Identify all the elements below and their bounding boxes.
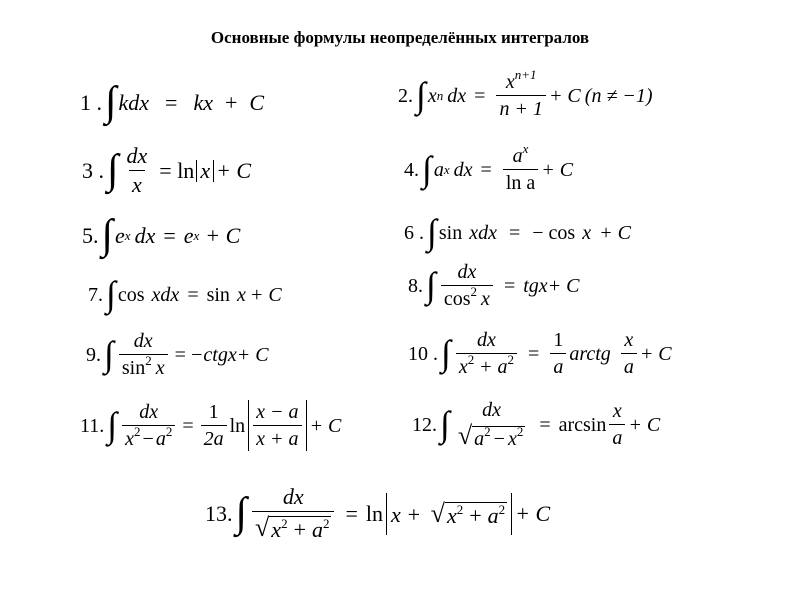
- differential: dx: [134, 223, 156, 248]
- abs-leading-term: x +: [391, 501, 422, 527]
- argument-denominator: a: [621, 353, 637, 377]
- function-name: sin: [438, 222, 463, 244]
- result: −ctgx: [189, 343, 237, 366]
- root-term-a: x: [446, 502, 457, 528]
- formula-number: 2.: [398, 84, 413, 107]
- constant: C: [249, 90, 265, 115]
- formula-number: 10 .: [408, 342, 438, 365]
- numerator: dx: [477, 329, 496, 351]
- den-term-a: x: [271, 517, 282, 542]
- function-name: arctg: [569, 342, 611, 365]
- formula-number: 3 .: [82, 157, 104, 183]
- tail: + C: [599, 222, 631, 244]
- root-operator: +: [469, 502, 482, 528]
- den-term-a-exp: 2: [467, 352, 475, 367]
- den-operator: −: [142, 428, 154, 450]
- absolute-value: [248, 400, 306, 451]
- equals-sign: =: [503, 274, 516, 297]
- integral-sign: ∫: [106, 274, 116, 314]
- formula-11: [80, 400, 341, 451]
- numerator: dx: [282, 484, 304, 509]
- formula-number: 9.: [86, 343, 101, 366]
- result-function: − cos: [532, 222, 576, 244]
- fraction: [252, 486, 334, 541]
- sqrt-icon: √: [457, 421, 473, 450]
- tail: + C: [639, 342, 672, 365]
- formula-12: [412, 400, 660, 449]
- root-term-b-exp: 2: [498, 501, 506, 517]
- equals-sign: =: [182, 414, 194, 437]
- formula-number: 13.: [205, 500, 233, 526]
- equals-sign: =: [474, 84, 486, 107]
- absolute-value: [386, 493, 512, 535]
- equals-sign: =: [528, 342, 540, 365]
- denominator: ln a: [503, 169, 538, 193]
- denominator-function: sin: [121, 357, 146, 379]
- numerator-exponent: x: [522, 141, 529, 156]
- formula-6: [404, 212, 631, 252]
- absolute-value: x: [196, 160, 214, 182]
- denominator-function: cos: [443, 288, 471, 310]
- coefficient-fraction: [201, 402, 227, 449]
- formula-number: 4.: [404, 158, 419, 181]
- result: kx: [193, 90, 213, 115]
- numerator: dx: [139, 401, 159, 423]
- integral-sign: ∫: [416, 74, 426, 115]
- coefficient-fraction: [550, 330, 566, 377]
- formula-7: [88, 274, 282, 314]
- coefficient-denominator: a: [550, 353, 566, 377]
- integrand: kdx: [118, 90, 150, 115]
- square-root: [458, 423, 525, 449]
- integral-sign: ∫: [235, 489, 248, 536]
- formula-number: 12.: [412, 413, 437, 436]
- tail: + C: [236, 343, 269, 366]
- denominator-exponent: 2: [145, 353, 152, 368]
- integral-sign: ∫: [105, 79, 117, 125]
- sqrt-icon: √: [430, 498, 445, 528]
- equals-sign: =: [345, 500, 358, 526]
- equals-sign: =: [539, 413, 551, 436]
- den-operator: −: [493, 428, 505, 450]
- den-term-a-exp: 2: [484, 424, 491, 439]
- root-term-a-exp: 2: [456, 501, 464, 517]
- coefficient-numerator: 1: [553, 329, 564, 351]
- denominator: n + 1: [496, 95, 546, 119]
- integral-sign: ∫: [101, 212, 114, 258]
- equals-sign: =: [174, 343, 186, 366]
- formula-8: [408, 262, 580, 309]
- den-term-b: a: [497, 356, 508, 378]
- root-term-b: a: [487, 502, 499, 528]
- fraction: [496, 67, 546, 120]
- numerator: dx: [482, 399, 502, 421]
- sqrt-icon: √: [255, 513, 270, 542]
- den-term-b: a: [155, 428, 166, 450]
- den-term-a-exp: 2: [281, 516, 288, 531]
- formula-1: [80, 79, 265, 125]
- denominator: x: [129, 170, 145, 196]
- integral-sign: ∫: [426, 264, 436, 305]
- result-variable: x: [582, 222, 592, 244]
- formula-number: 8.: [408, 274, 423, 297]
- tail: + C: [541, 158, 574, 181]
- formula-3: [82, 145, 251, 196]
- base: e: [115, 223, 125, 248]
- formula-number: 7.: [88, 284, 103, 306]
- denominator-variable: x: [481, 288, 490, 310]
- argument-numerator: x: [612, 400, 622, 422]
- den-term-b: x: [507, 428, 517, 450]
- formula-2: 2. ∫ x n dx = $\frac{x^{n+1}}{n + 1}$ + C (n ≠ −1): [398, 67, 653, 120]
- numerator-exponent: n+1: [514, 67, 537, 82]
- integral-sign: ∫: [427, 212, 437, 252]
- abs-numerator: x − a: [256, 401, 299, 423]
- integral-sign: ∫: [440, 403, 450, 444]
- function-name: arcsin: [558, 413, 607, 436]
- numerator: dx: [457, 261, 477, 283]
- equals-sign: =: [163, 223, 176, 248]
- formula-number: 5.: [82, 223, 99, 248]
- integrand: xdx: [151, 284, 180, 306]
- argument-denominator: a: [609, 424, 625, 448]
- equals-sign: =: [480, 158, 492, 181]
- formula-4: 4. ∫ a x dx = $\frac{a^x}{\text{ln a}}$ + C: [404, 141, 574, 194]
- result-function: sin: [206, 284, 230, 306]
- fraction: [119, 331, 168, 378]
- integral-sign: ∫: [422, 148, 432, 189]
- tail: + C: [515, 500, 551, 526]
- function-name: ln: [365, 500, 384, 526]
- square-root: [255, 515, 331, 541]
- equals-sign: =: [187, 284, 199, 306]
- equals-sign: =: [165, 90, 178, 115]
- den-term-b-exp: 2: [322, 516, 330, 531]
- denominator-exponent: 2: [470, 284, 478, 299]
- formula-13: [205, 486, 550, 541]
- fraction: [441, 262, 493, 309]
- abs-fraction: [253, 402, 301, 449]
- den-term-b-exp: 2: [507, 352, 515, 367]
- den-term-b-exp: 2: [165, 424, 173, 439]
- denominator-variable: x: [155, 357, 165, 379]
- formula-number: 6 .: [404, 222, 424, 244]
- tail: + C: [547, 274, 580, 297]
- coefficient-numerator: 1: [208, 401, 219, 423]
- tail: + C: [628, 413, 661, 436]
- page-title: Основные формулы неопределённых интегралов: [210, 28, 590, 47]
- inner-square-root: [430, 498, 507, 528]
- numerator: dx: [126, 143, 148, 168]
- integrand: xdx: [469, 222, 497, 244]
- result-base: e: [183, 223, 194, 248]
- fraction: [124, 145, 151, 196]
- den-term-b: a: [311, 517, 323, 542]
- den-term-a: x: [458, 356, 468, 378]
- tail: + C: [249, 284, 282, 306]
- plus-sign: +: [225, 90, 238, 115]
- base: x: [427, 84, 437, 107]
- den-operator: +: [293, 517, 306, 542]
- formula-9: [86, 331, 269, 378]
- argument-fraction: [609, 401, 625, 448]
- integral-sign: ∫: [107, 404, 118, 445]
- fraction: [456, 330, 517, 377]
- formula-number: 1 .: [80, 90, 102, 115]
- result: = ln: [159, 157, 195, 183]
- den-term-a: a: [474, 428, 485, 450]
- tail: + C: [205, 223, 241, 248]
- den-term-a-exp: 2: [134, 424, 141, 439]
- fraction: [503, 141, 538, 194]
- function-name: cos: [117, 284, 145, 306]
- equals-sign: =: [508, 222, 521, 244]
- formula-5: 5. ∫ e x dx = e x + C: [82, 212, 241, 258]
- numerator-base: x: [505, 71, 515, 93]
- formula-10: [408, 330, 672, 377]
- formula-number: 11.: [80, 414, 105, 437]
- abs-denominator: x + a: [253, 425, 301, 449]
- differential: dx: [447, 84, 467, 107]
- differential: dx: [453, 158, 473, 181]
- argument-fraction: [621, 330, 637, 377]
- result-variable: x: [236, 284, 246, 306]
- integral-sign: ∫: [104, 333, 114, 374]
- fraction: [122, 402, 175, 449]
- condition: (n ≠ −1): [584, 84, 653, 107]
- fraction: [455, 400, 528, 449]
- result: tgx: [523, 274, 548, 297]
- tail: + C: [216, 157, 252, 183]
- argument-numerator: x: [624, 329, 634, 351]
- coefficient-denominator: 2a: [201, 425, 227, 449]
- tail: + C: [548, 84, 581, 107]
- den-term-b-exp: 2: [516, 424, 524, 439]
- tail: + C: [309, 414, 342, 437]
- integral-sign: ∫: [107, 146, 119, 193]
- numerator-base: a: [512, 145, 523, 167]
- den-term-a: x: [125, 428, 135, 450]
- integral-sign: ∫: [441, 332, 451, 373]
- den-operator: +: [480, 356, 492, 378]
- base: a: [433, 158, 444, 181]
- numerator: dx: [133, 330, 153, 352]
- function-name: ln: [229, 414, 246, 437]
